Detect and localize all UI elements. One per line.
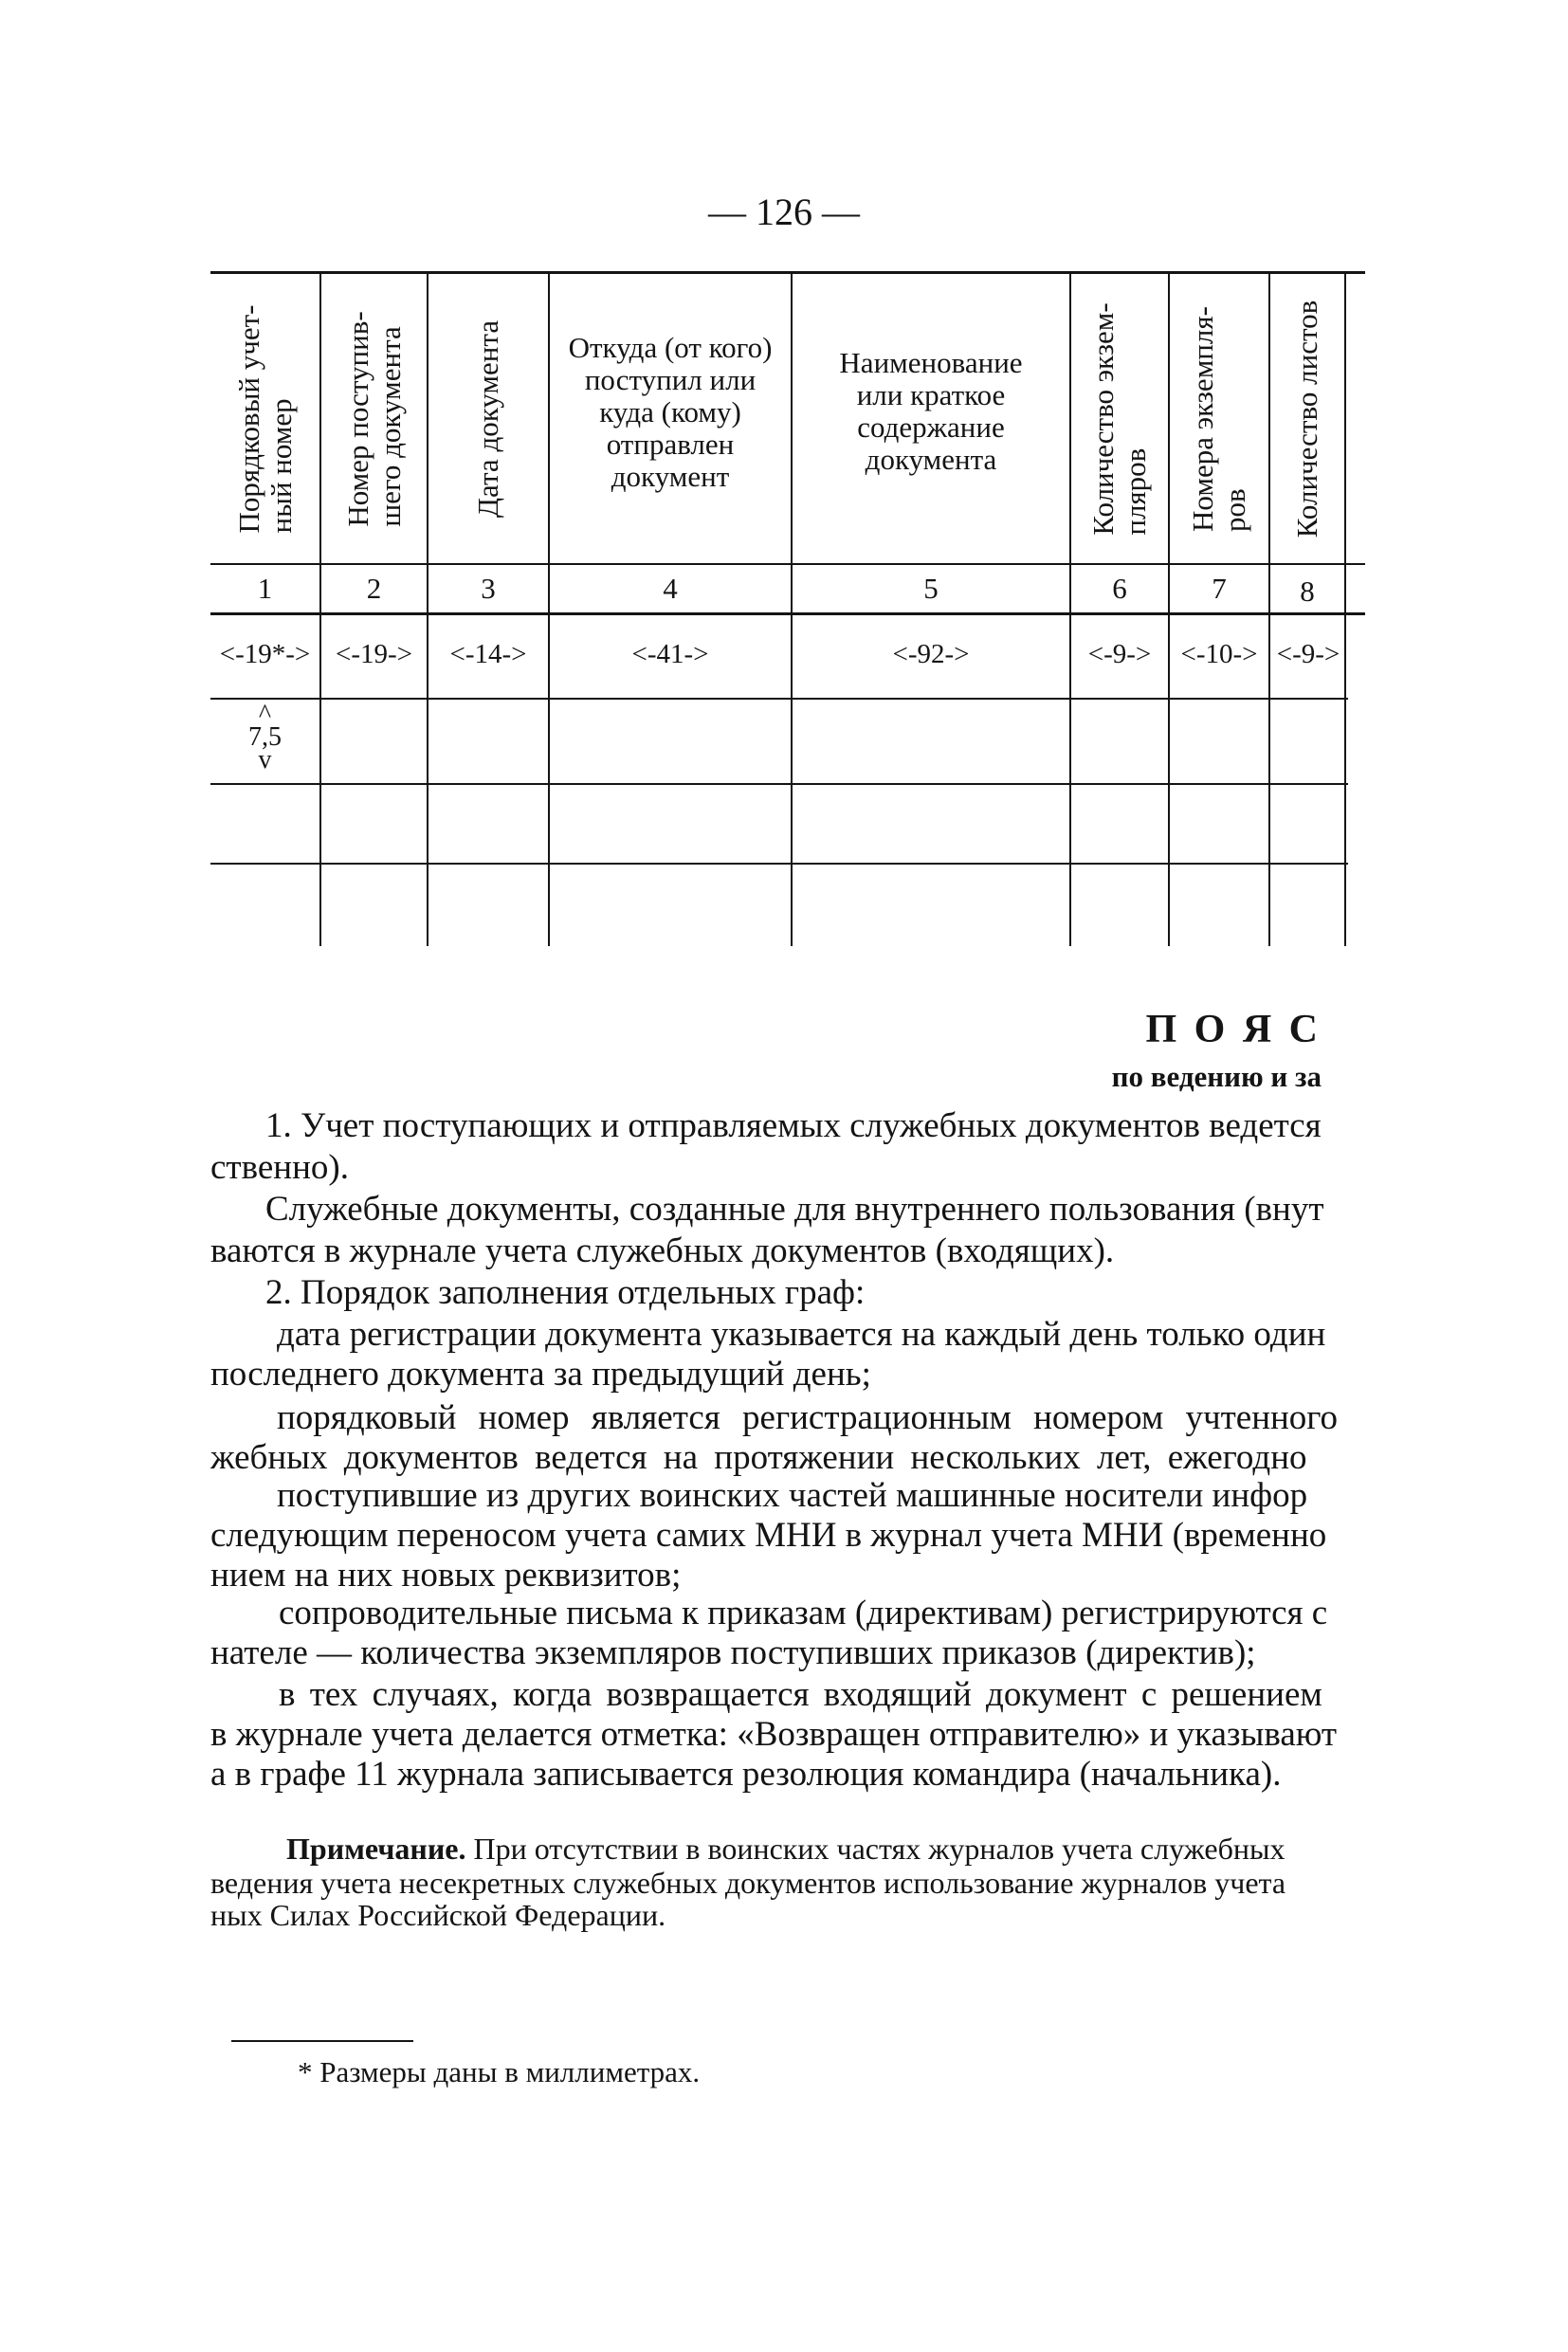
column-number: 2 [366, 572, 382, 605]
paragraph-line: ственно). [210, 1148, 349, 1187]
note-text: При отсутствии в воинских частях журналов учета служебных [473, 1832, 1285, 1866]
paragraph-line: поступившие из других воинских частей машинные носители инфор [277, 1476, 1308, 1515]
header-col-5: Наименование или краткое содержание документа [839, 346, 1023, 476]
paragraph-line: порядковый номер является регистрационным номером учтенного [277, 1398, 1339, 1437]
column-width: <-19-> [335, 639, 413, 669]
paragraph-line: сопроводительные письма к приказам (директивам) регистрируются с [279, 1594, 1328, 1632]
paragraph-line: следующим переносом учета самих МНИ в журнал учета МНИ (временно [210, 1516, 1327, 1555]
table-line [210, 563, 1365, 565]
table-line [210, 612, 1365, 615]
column-number: 5 [923, 572, 939, 605]
column-number: 1 [257, 572, 273, 605]
column-width: <-92-> [892, 639, 970, 669]
paragraph-line: жебных документов ведется на протяжении нескольких лет, ежегодно [210, 1438, 1307, 1477]
paragraph-line: нием на них новых реквизитов; [210, 1556, 682, 1595]
footnote-divider [231, 2040, 413, 2042]
column-number: 4 [663, 572, 678, 605]
paragraph-line: ваются в журнале учета служебных документов (входящих). [210, 1231, 1115, 1270]
column-width: <-10-> [1180, 639, 1258, 669]
header-col-7: Номера экземпля- ров [1186, 306, 1251, 532]
paragraph-line: в журнале учета делается отметка: «Возвращен отправителю» и указывают [210, 1715, 1338, 1754]
section-title: П О Я С [1145, 1008, 1322, 1051]
header-col-8: Количество листов [1290, 300, 1323, 538]
note-label: Примечание. [286, 1832, 466, 1866]
paragraph-line: нателе — количества экземпляров поступивших приказов (директив); [210, 1633, 1256, 1672]
header-col-6: Количество экзем- пляров [1086, 302, 1152, 536]
paragraph-line: в тех случаях, когда возвращается входящий документ с решением [279, 1675, 1322, 1714]
note-line [210, 1832, 1443, 1866]
table-line [1344, 271, 1346, 946]
column-number: 8 [1300, 574, 1315, 608]
row-height-marker: ^ 7,5 v [248, 700, 282, 775]
paragraph-line: последнего документа за предыдущий день; [210, 1355, 871, 1394]
paragraph-line: 1. Учет поступающих и отправляемых служебных документов ведется [265, 1106, 1322, 1145]
header-col-1: Порядковый учет- ный номер [231, 304, 298, 534]
table-line [210, 271, 1365, 274]
paragraph-line: а в графе 11 журнала записывается резолюция командира (начальника). [210, 1755, 1282, 1794]
column-width: <-19*-> [219, 639, 311, 669]
table-line [210, 863, 1348, 865]
header-col-2: Номер поступив- шего документа [340, 311, 407, 527]
note-line: ных Силах Российской Федерации. [210, 1898, 666, 1932]
header-col-3: Дата документа [471, 319, 504, 519]
column-number: 3 [481, 572, 496, 605]
column-width: <-14-> [449, 639, 527, 669]
page-number: — 126 — [708, 191, 860, 233]
table-line [210, 698, 1348, 700]
column-number: 7 [1212, 572, 1227, 605]
paragraph-line: Служебные документы, созданные для внутреннего пользования (внут [265, 1190, 1324, 1229]
section-subtitle: по ведению и за [1111, 1060, 1322, 1093]
note-line: ведения учета несекретных служебных документов использование журналов учета [210, 1866, 1286, 1900]
column-width: <-41-> [631, 639, 709, 669]
paragraph-line: дата регистрации документа указывается на каждый день только один [277, 1315, 1326, 1354]
column-width: <-9-> [1276, 639, 1340, 669]
table-line [210, 783, 1348, 785]
header-col-4: Откуда (от кого) поступил или куда (кому) отправлен документ [568, 331, 773, 493]
footnote: * Размеры даны в миллиметрах. [298, 2055, 701, 2088]
column-number: 6 [1112, 572, 1127, 605]
column-width: <-9-> [1087, 639, 1152, 669]
paragraph-line: 2. Порядок заполнения отдельных граф: [265, 1273, 866, 1312]
